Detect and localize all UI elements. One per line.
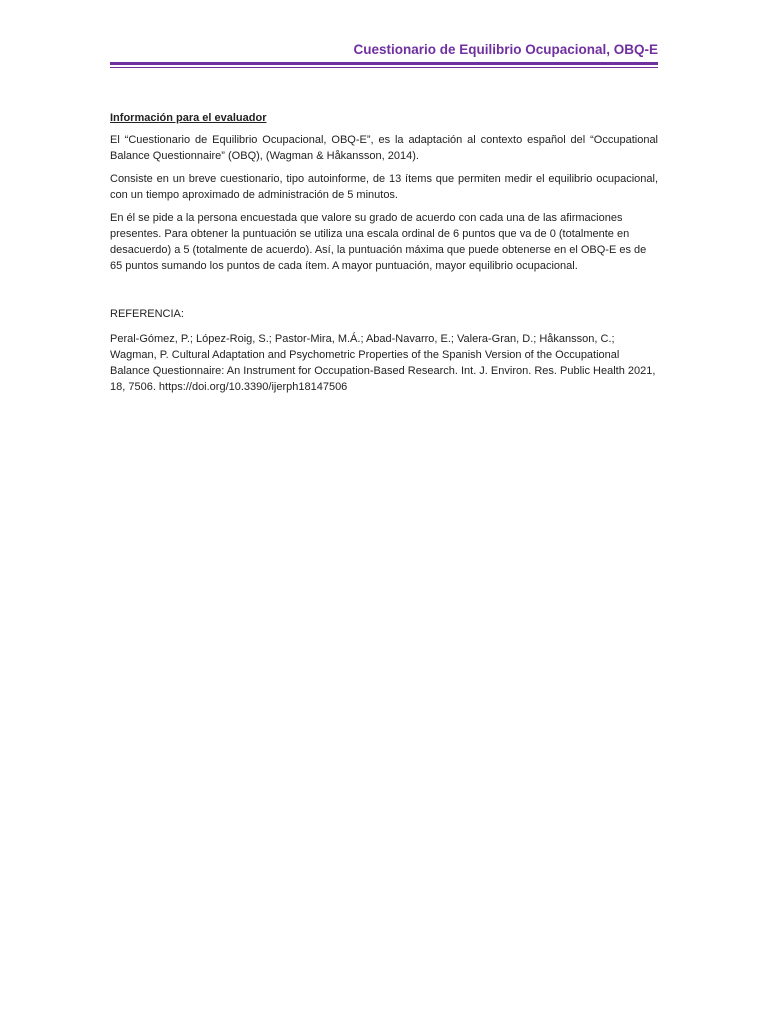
document-body [110,110,658,395]
header-title: Cuestionario de Equilibrio Ocupacional, OBQ-E [353,42,658,57]
paragraph-description: Consiste en un breve cuestionario, tipo autoinforme, de 13 ítems que permiten medir el equilibrio ocupacional, con un tiempo aproximado de administración de 5 minutos. [110,173,658,201]
header-rule-thick [110,62,658,65]
section-heading: Información para el evaluador [110,112,267,124]
reference-citation: Peral-Gómez, P.; López-Roig, S.; Pastor-Mira, M.Á.; Abad-Navarro, E.; Valera-Gran, D.; Håkansson, C.; Wagman, P. Cultural Adaptation and Psychometric Properties of the Spanish Version of the Occupational Balance Questionnaire: An Instrument for Occupation-Based Research. Int. J. Environ. Res. Public Health 2021, 18, 7506. https://doi.org/10.3390/ijerph18147506 [110,333,656,393]
paragraph-scoring: En él se pide a la persona encuestada que valore su grado de acuerdo con cada una de las afirmaciones presentes. Para obtener la puntuación se utiliza una escala ordinal de 6 puntos que va de 0 (totalmente en desacuerdo) a 5 (totalmente de acuerdo). Así, la puntuación máxima que puede obtenerse en el OBQ-E es de 65 puntos sumando los puntos de cada ítem. A mayor puntuación, mayor equilibrio ocupacional. [110,212,647,272]
reference-label: REFERENCIA: [110,308,184,320]
paragraph-intro: El “Cuestionario de Equilibrio Ocupacional, OBQ-E”, es la adaptación al contexto español del “Occupational Balance Questionnaire” (OBQ), (Wagman & Håkansson, 2014). [110,134,658,162]
header-rule-thin [110,67,658,68]
